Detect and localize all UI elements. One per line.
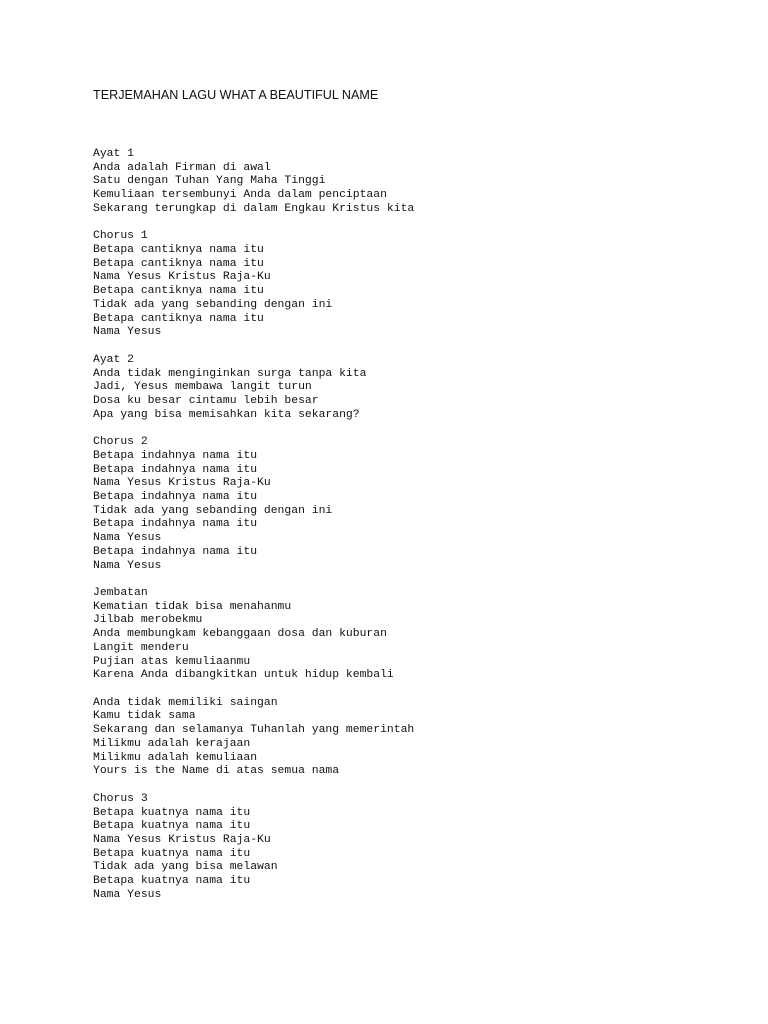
lyric-line: Nama Yesus	[93, 326, 162, 339]
lyric-section	[93, 354, 733, 423]
lyric-line: Langit menderu	[93, 641, 189, 654]
section-heading: Ayat 1	[93, 148, 135, 160]
lyric-section	[93, 793, 733, 903]
page-title: TERJEMAHAN LAGU WHAT A BEAUTIFUL NAME	[93, 88, 379, 102]
lyric-line: Nama Yesus	[93, 559, 162, 572]
lyric-line: Tidak ada yang sebanding dengan ini	[93, 298, 333, 311]
lyric-line: Tidak ada yang bisa melawan	[93, 861, 278, 874]
lyric-line: Karena Anda dibangkitkan untuk hidup kembali	[93, 669, 394, 682]
lyric-line: Nama Yesus	[93, 532, 162, 545]
lyric-line: Betapa indahnya nama itu	[93, 545, 258, 558]
lyric-section	[93, 148, 733, 217]
lyric-line: Betapa kuatnya nama itu	[93, 875, 251, 888]
lyric-section	[93, 436, 733, 573]
lyric-line: Sekarang dan selamanya Tuhanlah yang memerintah	[93, 724, 415, 737]
lyric-line: Betapa indahnya nama itu	[93, 449, 258, 462]
lyric-line: Satu dengan Tuhan Yang Maha Tinggi	[93, 175, 326, 188]
lyric-line: Betapa kuatnya nama itu	[93, 847, 251, 860]
section-heading: Jembatan	[93, 587, 148, 599]
lyrics-body	[93, 148, 733, 916]
lyric-line: Sekarang terungkap di dalam Engkau Kristus kita	[93, 202, 415, 215]
lyric-line: Betapa cantiknya nama itu	[93, 257, 264, 270]
lyric-line: Kemuliaan tersembunyi Anda dalam penciptaan	[93, 189, 387, 202]
section-heading: Chorus 1	[93, 230, 148, 243]
lyric-line: Yours is the Name di atas semua nama	[93, 765, 340, 778]
lyric-line: Milikmu adalah kerajaan	[93, 737, 251, 750]
lyric-line: Nama Yesus Kristus Raja-Ku	[93, 833, 271, 846]
lyric-line: Betapa indahnya nama itu	[93, 463, 258, 476]
lyric-line: Kamu tidak sama	[93, 710, 196, 723]
lyric-line: Dosa ku besar cintamu lebih besar	[93, 394, 319, 407]
lyric-line: Nama Yesus Kristus Raja-Ku	[93, 477, 271, 490]
lyric-line: Anda tidak menginginkan surga tanpa kita	[93, 367, 367, 380]
lyric-line: Kematian tidak bisa menahanmu	[93, 600, 292, 613]
lyric-line: Betapa cantiknya nama itu	[93, 285, 264, 298]
lyric-line: Betapa kuatnya nama itu	[93, 806, 251, 819]
lyric-line: Nama Yesus Kristus Raja-Ku	[93, 271, 271, 284]
lyric-section	[93, 697, 733, 779]
lyric-line: Betapa cantiknya nama itu	[93, 244, 264, 257]
section-heading: Chorus 3	[93, 792, 148, 805]
lyric-line: Milikmu adalah kemuliaan	[93, 751, 258, 764]
lyric-line: Betapa indahnya nama itu	[93, 490, 258, 503]
lyric-line: Betapa indahnya nama itu	[93, 518, 258, 531]
lyric-section	[93, 587, 733, 683]
lyric-line: Tidak ada yang sebanding dengan ini	[93, 504, 333, 517]
lyric-line: Jadi, Yesus membawa langit turun	[93, 381, 312, 394]
lyric-line: Anda membungkam kebanggaan dosa dan kuburan	[93, 628, 387, 641]
lyric-line: Pujian atas kemuliaanmu	[93, 655, 251, 668]
lyric-section	[93, 230, 733, 340]
lyric-line: Betapa cantiknya nama itu	[93, 312, 264, 325]
lyric-line: Anda adalah Firman di awal	[93, 161, 271, 174]
section-heading: Chorus 2	[93, 436, 148, 449]
lyric-line: Nama Yesus	[93, 888, 162, 901]
lyric-line: Jilbab merobekmu	[93, 614, 203, 627]
section-heading: Ayat 2	[93, 353, 135, 366]
lyric-line: Betapa kuatnya nama itu	[93, 820, 251, 833]
section-heading: Anda tidak memiliki saingan	[93, 696, 278, 709]
lyric-line: Apa yang bisa memisahkan kita sekarang?	[93, 408, 360, 421]
